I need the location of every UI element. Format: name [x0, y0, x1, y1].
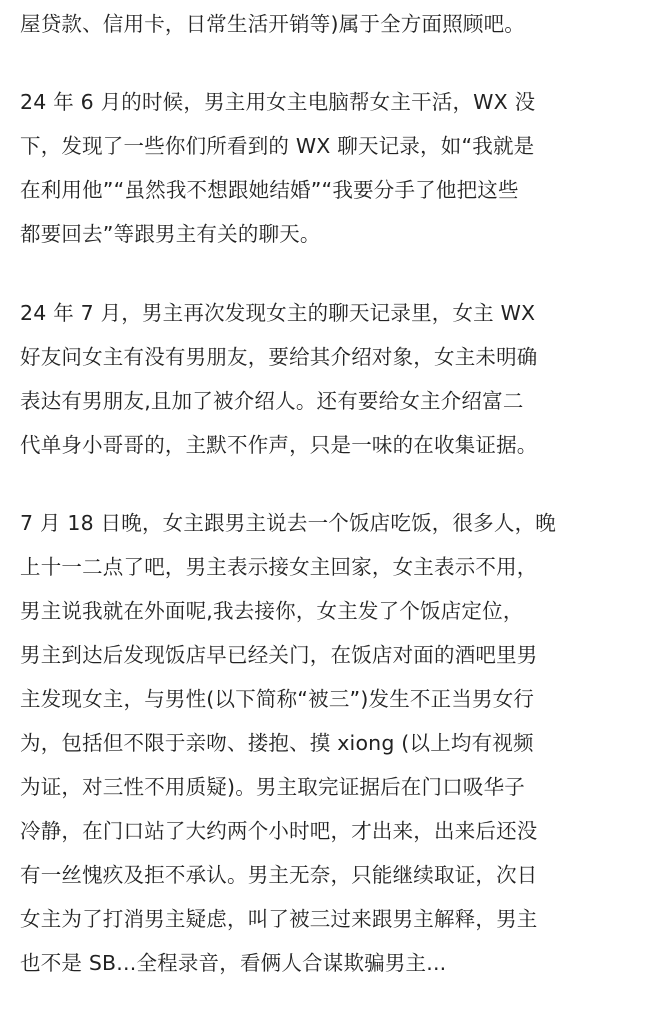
text-line: 冷静，在门口站了大约两个小时吧，才出来，出来后还没 [20, 819, 538, 843]
text-line: 都要回去”等跟男主有关的聊天。 [20, 222, 321, 246]
text-line: 为证，对三性不用质疑)。男主取完证据后在门口吸华子 [20, 775, 525, 799]
text-line: 代单身小哥哥的，主默不作声，只是一味的在收集证据。 [20, 433, 538, 457]
text-line: 上十一二点了吧，男主表示接女主回家，女主表示不用， [20, 555, 538, 579]
text-line: 24 年 7 月，男主再次发现女主的聊天记录里，女主 WX [20, 301, 536, 325]
text-line: 好友问女主有没有男朋友，要给其介绍对象，女主未明确 [20, 345, 538, 369]
text-line: 男主到达后发现饭店早已经关门，在饭店对面的酒吧里男 [20, 643, 538, 667]
text-line: 7 月 18 日晚，女主跟男主说去一个饭店吃饭，很多人，晚 [20, 511, 556, 535]
text-line: 表达有男朋友,且加了被介绍人。还有要给女主介绍富二 [20, 389, 524, 413]
text-line: 在利用他”“虽然我不想跟她结婚”“我要分手了他把这些 [20, 178, 519, 202]
text-line: 女主为了打消男主疑虑，叫了被三过来跟男主解释，男主 [20, 907, 538, 931]
text-line: 屋贷款、信用卡，日常生活开销等)属于全方面照顾吧。 [20, 12, 525, 36]
text-line: 为，包括但不限于亲吻、搂抱、摸 xiong (以上均有视频 [20, 731, 534, 755]
text-line: 有一丝愧疚及拒不承认。男主无奈，只能继续取证，次日 [20, 863, 538, 887]
text-line: 下，发现了一些你们所看到的 WX 聊天记录，如“我就是 [20, 134, 535, 158]
text-line: 24 年 6 月的时候，男主用女主电脑帮女主干活，WX 没 [20, 90, 536, 114]
text-line: 主发现女主，与男性(以下简称“被三”)发生不正当男女行 [20, 687, 535, 711]
text-line: 男主说我就在外面呢,我去接你，女主发了个饭店定位， [20, 599, 524, 623]
text-line: 也不是 SB...全程录音，看俩人合谋欺骗男主... [20, 951, 447, 975]
